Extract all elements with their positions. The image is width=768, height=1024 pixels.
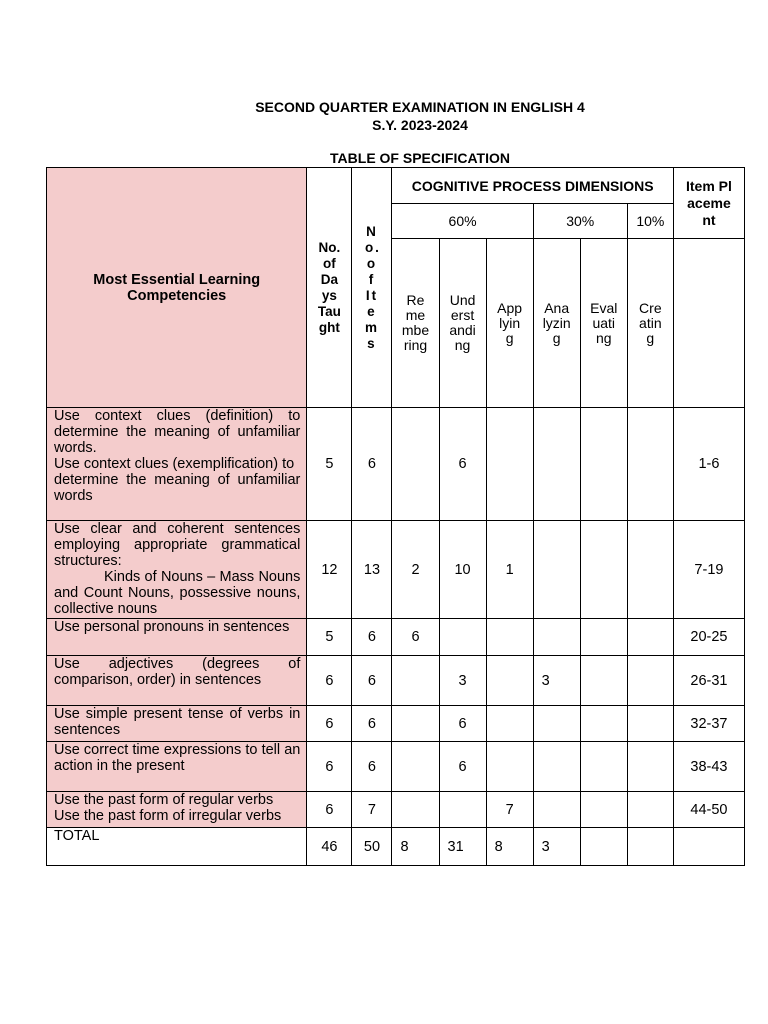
remembering-cell — [392, 742, 439, 792]
competency-cell: Use clear and coherent sentences employing appropriate grammatical structures: Kinds of Nouns – Mass Nouns and Count Nouns, possessive nouns, collective nouns — [47, 521, 307, 619]
placement-cell: 1-6 — [673, 408, 744, 521]
total-creating-cell — [627, 828, 673, 866]
header-item-placement: Item Placement — [673, 168, 744, 239]
days-cell: 6 — [307, 656, 352, 706]
items-cell: 13 — [352, 521, 392, 619]
header-competencies: Most Essential Learning Competencies — [47, 168, 307, 408]
total-row — [47, 828, 745, 866]
remembering-cell — [392, 408, 439, 521]
days-cell: 6 — [307, 792, 352, 828]
creating-cell — [627, 742, 673, 792]
school-year: S.Y. 2023-2024 — [372, 117, 468, 133]
evaluating-cell — [580, 706, 627, 742]
header-remembering: Remembering — [392, 239, 439, 408]
creating-cell — [627, 706, 673, 742]
total-analyzing-cell: 3 — [533, 828, 580, 866]
placement-cell: 44-50 — [673, 792, 744, 828]
creating-cell — [627, 619, 673, 656]
table-subtitle: TABLE OF SPECIFICATION — [330, 150, 510, 166]
understanding-cell: 6 — [439, 408, 486, 521]
header-creating: Creating — [627, 239, 673, 408]
days-cell: 5 — [307, 619, 352, 656]
competency-cell: Use the past form of regular verbs Use the past form of irregular verbs — [47, 792, 307, 828]
evaluating-cell — [580, 792, 627, 828]
evaluating-cell — [580, 408, 627, 521]
evaluating-cell — [580, 656, 627, 706]
remembering-cell — [392, 792, 439, 828]
header-analyzing: Analyzing — [533, 239, 580, 408]
understanding-cell: 6 — [439, 706, 486, 742]
placement-cell: 26-31 — [673, 656, 744, 706]
total-days-cell: 46 — [307, 828, 352, 866]
header-no-items: No. of Items — [352, 168, 392, 408]
items-cell: 6 — [352, 408, 392, 521]
specification-table — [46, 167, 745, 866]
creating-cell — [627, 656, 673, 706]
remembering-cell: 2 — [392, 521, 439, 619]
analyzing-cell: 3 — [533, 656, 580, 706]
placement-cell: 38-43 — [673, 742, 744, 792]
table-row — [47, 521, 745, 619]
total-evaluating-cell — [580, 828, 627, 866]
applying-cell: 7 — [486, 792, 533, 828]
total-applying-cell: 8 — [486, 828, 533, 866]
analyzing-cell — [533, 792, 580, 828]
total-placement-cell — [673, 828, 744, 866]
days-cell: 5 — [307, 408, 352, 521]
placement-cell: 7-19 — [673, 521, 744, 619]
placement-cell: 32-37 — [673, 706, 744, 742]
analyzing-cell — [533, 408, 580, 521]
header-10-percent: 10% — [627, 204, 673, 239]
competency-cell: Use adjectives (degrees of comparison, order) in sentences — [47, 656, 307, 706]
table-row — [47, 706, 745, 742]
understanding-cell: 3 — [439, 656, 486, 706]
understanding-cell: 10 — [439, 521, 486, 619]
analyzing-cell — [533, 706, 580, 742]
header-placement-blank — [673, 239, 744, 408]
analyzing-cell — [533, 521, 580, 619]
table-row — [47, 408, 745, 521]
table-row — [47, 792, 745, 828]
remembering-cell — [392, 656, 439, 706]
competency-cell: Use correct time expressions to tell an action in the present — [47, 742, 307, 792]
understanding-cell — [439, 619, 486, 656]
applying-cell — [486, 742, 533, 792]
remembering-cell: 6 — [392, 619, 439, 656]
understanding-cell — [439, 792, 486, 828]
header-cognitive-dimensions: COGNITIVE PROCESS DIMENSIONS — [392, 168, 673, 204]
analyzing-cell — [533, 619, 580, 656]
total-items-cell: 50 — [352, 828, 392, 866]
header-30-percent: 30% — [533, 204, 627, 239]
items-cell: 6 — [352, 656, 392, 706]
exam-title: SECOND QUARTER EXAMINATION IN ENGLISH 4 — [255, 99, 585, 115]
evaluating-cell — [580, 521, 627, 619]
evaluating-cell — [580, 742, 627, 792]
header-applying: Applying — [486, 239, 533, 408]
total-remembering-cell: 8 — [392, 828, 439, 866]
header-days-taught: No. of Days Taught — [307, 168, 352, 408]
applying-cell — [486, 656, 533, 706]
table-row — [47, 742, 745, 792]
applying-cell — [486, 619, 533, 656]
days-cell: 12 — [307, 521, 352, 619]
competency-cell: Use context clues (definition) to determine the meaning of unfamiliar words. Use context clues (exemplification) to determine the meaning of unfamiliar words — [47, 408, 307, 521]
creating-cell — [627, 521, 673, 619]
header-understanding: Understanding — [439, 239, 486, 408]
understanding-cell: 6 — [439, 742, 486, 792]
items-cell: 6 — [352, 742, 392, 792]
applying-cell — [486, 408, 533, 521]
header-evaluating: Evaluating — [580, 239, 627, 408]
analyzing-cell — [533, 742, 580, 792]
competency-cell: Use personal pronouns in sentences — [47, 619, 307, 656]
applying-cell: 1 — [486, 521, 533, 619]
total-label: TOTAL — [47, 828, 307, 866]
placement-cell: 20-25 — [673, 619, 744, 656]
days-cell: 6 — [307, 706, 352, 742]
evaluating-cell — [580, 619, 627, 656]
days-cell: 6 — [307, 742, 352, 792]
remembering-cell — [392, 706, 439, 742]
total-understanding-cell: 31 — [439, 828, 486, 866]
table-row — [47, 619, 745, 656]
items-cell: 6 — [352, 619, 392, 656]
competency-cell: Use simple present tense of verbs in sentences — [47, 706, 307, 742]
items-cell: 7 — [352, 792, 392, 828]
items-cell: 6 — [352, 706, 392, 742]
header-60-percent: 60% — [392, 204, 533, 239]
creating-cell — [627, 408, 673, 521]
applying-cell — [486, 706, 533, 742]
creating-cell — [627, 792, 673, 828]
table-row — [47, 656, 745, 706]
